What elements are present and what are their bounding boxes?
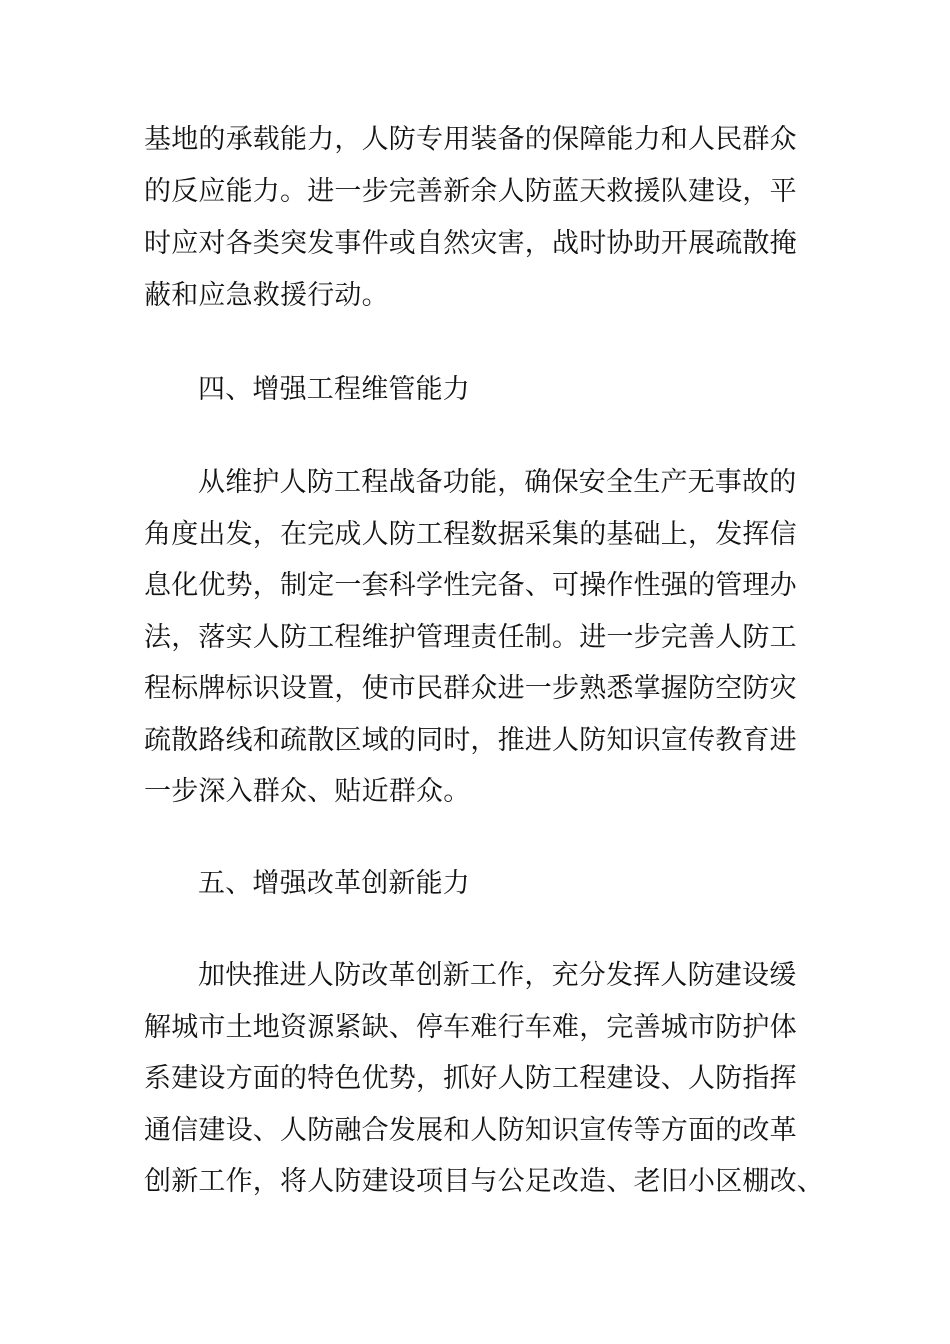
paragraph-line: 系建设方面的特色优势，抓好人防工程建设、人防指挥 [144,1063,797,1094]
paragraph-line: 创新工作，将人防建设项目与公⾜改造、老旧小区棚改、 [144,1166,824,1197]
paragraph-line: 角度出发，在完成人防工程数据采集的基础上，发挥信 [144,519,797,550]
paragraph-line: 基地的承载能力，人防专用装备的保障能力和人民群众 [144,124,797,155]
paragraph-line: 息化优势，制定一套科学性完备、可操作性强的管理办 [144,570,797,601]
paragraph-line: 疏散路线和疏散区域的同时，推进人防知识宣传教育进 [144,725,797,756]
section-heading-5: 五、增强改革创新能力 [198,868,470,899]
paragraph-line: 程标牌标识设置，使市民群众进一步熟悉掌握防空防灾 [144,673,797,704]
paragraph-line: 解城市土地资源紧缺、停车难行车难，完善城市防护体 [144,1012,797,1043]
paragraph-line: 的反应能力。进一步完善新余人防蓝天救援队建设，平 [144,176,797,207]
paragraph-line: 通信建设、人防融合发展和人防知识宣传等方面的改革 [144,1115,797,1146]
section-heading-4: 四、增强工程维管能力 [198,374,470,405]
paragraph-line: 从维护人防工程战备功能，确保安全生产无事故的 [198,467,797,498]
paragraph-line: 加快推进人防改革创新工作，充分发挥人防建设缓 [198,960,797,991]
paragraph-line: 法，落实人防工程维护管理责任制。进一步完善人防工 [144,622,797,653]
paragraph-line: 时应对各类突发事件或自然灾害，战时协助开展疏散掩 [144,228,797,259]
paragraph-line: 蔽和应急救援行动。 [144,280,389,311]
paragraph-line: 一步深入群众、贴近群众。 [144,776,471,807]
